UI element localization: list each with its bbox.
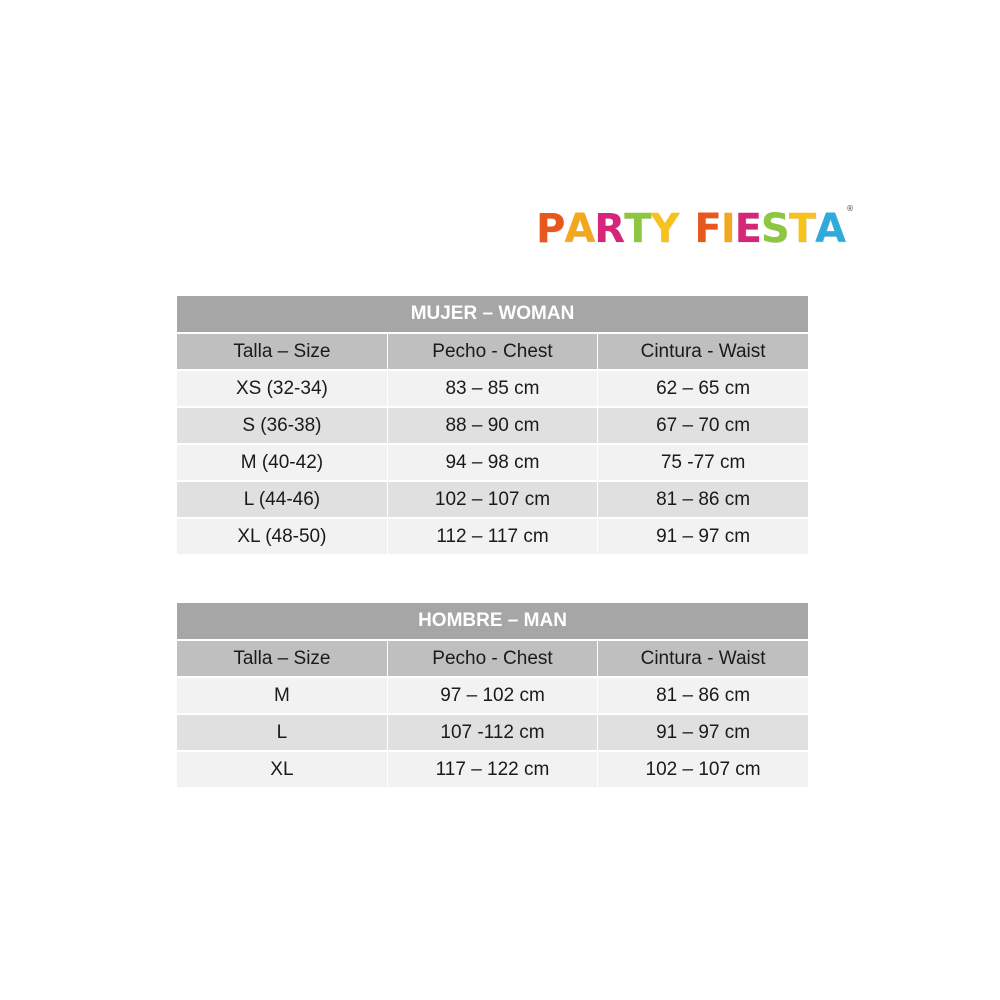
waist-cell: 67 – 70 cm xyxy=(598,407,808,444)
chest-cell: 117 – 122 cm xyxy=(387,751,597,787)
size-cell: XL xyxy=(177,751,387,787)
size-cell: M (40-42) xyxy=(177,444,387,481)
logo-letter: F xyxy=(694,206,721,252)
table-row xyxy=(177,518,808,554)
woman-size-table xyxy=(177,296,808,554)
size-cell: XL (48-50) xyxy=(177,518,387,554)
waist-cell: 91 – 97 cm xyxy=(598,714,808,751)
waist-cell: 91 – 97 cm xyxy=(598,518,808,554)
size-column-header: Talla – Size xyxy=(177,640,387,677)
chest-cell: 88 – 90 cm xyxy=(387,407,597,444)
waist-cell: 81 – 86 cm xyxy=(598,677,808,714)
logo-letter: A xyxy=(815,206,845,252)
table-row xyxy=(177,751,808,787)
table-row xyxy=(177,444,808,481)
size-column-header: Talla – Size xyxy=(177,333,387,370)
size-cell: L (44-46) xyxy=(177,481,387,518)
waist-cell: 102 – 107 cm xyxy=(598,751,808,787)
size-cell: S (36-38) xyxy=(177,407,387,444)
size-cell: M xyxy=(177,677,387,714)
logo-letter: T xyxy=(624,206,651,252)
table-row xyxy=(177,407,808,444)
logo-letter: E xyxy=(734,206,761,252)
woman-table-title: MUJER – WOMAN xyxy=(177,296,808,333)
size-cell: L xyxy=(177,714,387,751)
man-size-table xyxy=(177,603,808,787)
waist-cell: 81 – 86 cm xyxy=(598,481,808,518)
chest-cell: 97 – 102 cm xyxy=(387,677,597,714)
chest-column-header: Pecho - Chest xyxy=(387,333,597,370)
waist-column-header: Cintura - Waist xyxy=(598,333,808,370)
logo-letter: S xyxy=(760,206,789,252)
logo-letter: Y xyxy=(650,206,679,252)
chest-column-header: Pecho - Chest xyxy=(387,640,597,677)
logo-letter: T xyxy=(788,206,816,252)
chest-cell: 102 – 107 cm xyxy=(387,481,597,518)
logo-letter: P xyxy=(536,206,565,252)
table-row xyxy=(177,370,808,407)
waist-cell: 62 – 65 cm xyxy=(598,370,808,407)
registered-mark: ® xyxy=(846,204,853,213)
chest-cell: 83 – 85 cm xyxy=(387,370,597,407)
table-row xyxy=(177,677,808,714)
size-cell: XS (32-34) xyxy=(177,370,387,407)
logo-letter: R xyxy=(594,206,625,252)
chest-cell: 107 -112 cm xyxy=(387,714,597,751)
chest-cell: 94 – 98 cm xyxy=(387,444,597,481)
party-fiesta-logo xyxy=(536,204,853,252)
chest-cell: 112 – 117 cm xyxy=(387,518,597,554)
table-row xyxy=(177,481,808,518)
waist-cell: 75 -77 cm xyxy=(598,444,808,481)
logo-letter: I xyxy=(720,206,735,252)
man-table-title: HOMBRE – MAN xyxy=(177,603,808,640)
table-row xyxy=(177,714,808,751)
waist-column-header: Cintura - Waist xyxy=(598,640,808,677)
logo-letter: A xyxy=(564,206,595,252)
